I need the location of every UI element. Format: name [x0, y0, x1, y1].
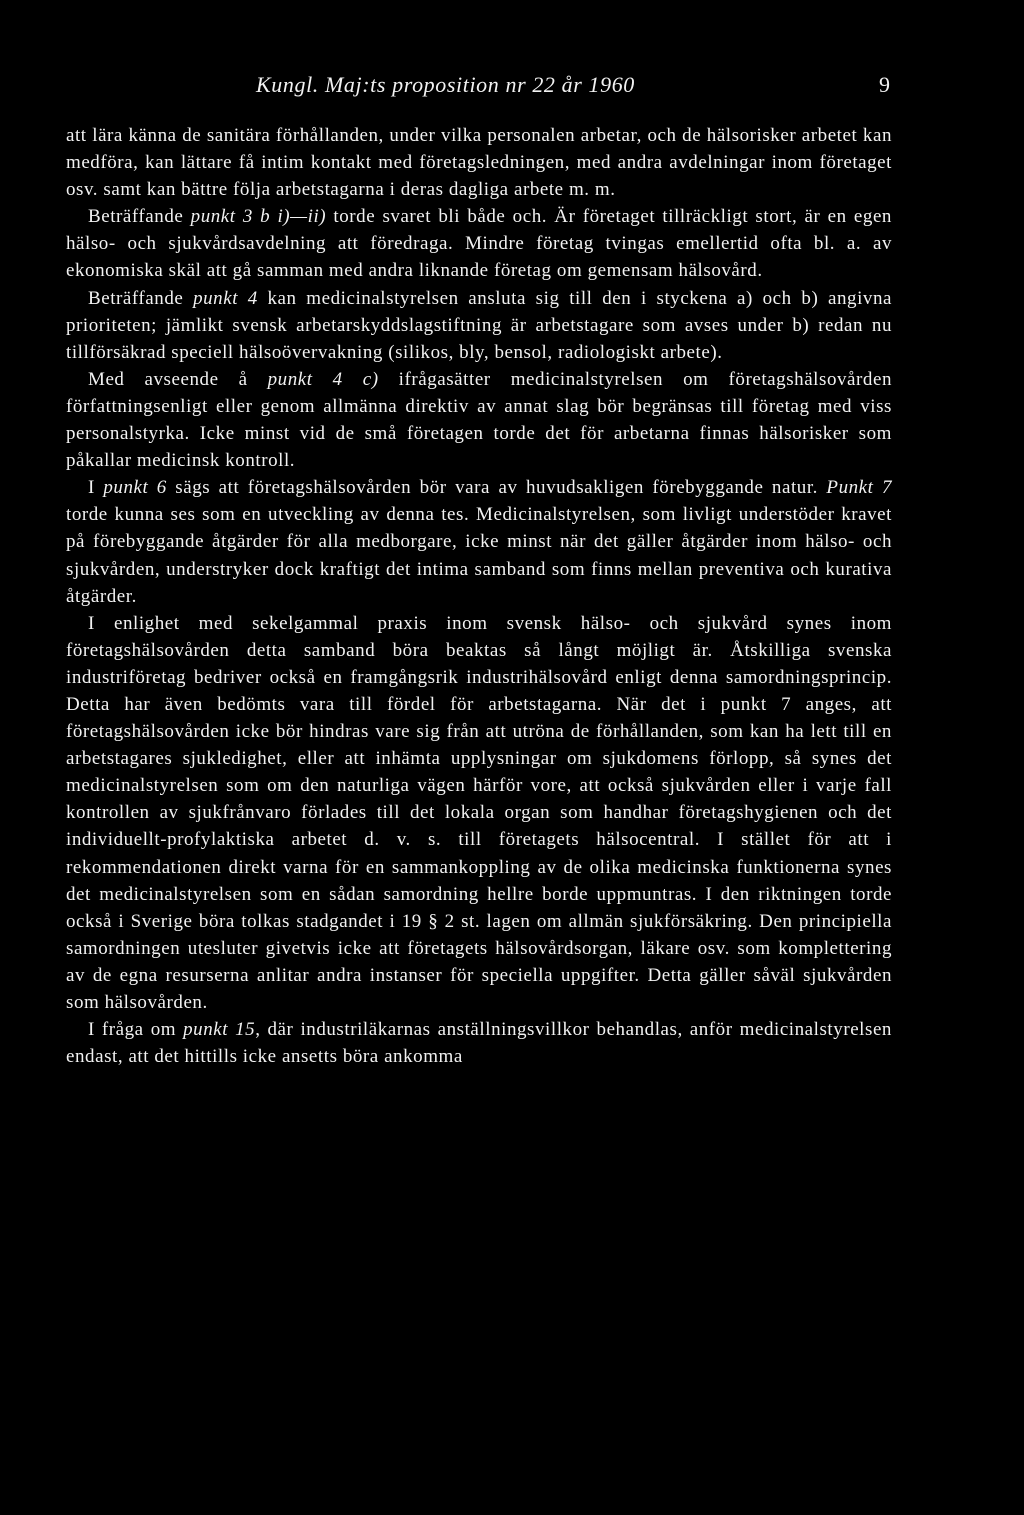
text-segment: , där industriläkarnas anställningsvillkor behandlas, anför medicinalstyrelsen endast, att det hittills icke ansetts böra ankomma — [66, 1019, 892, 1068]
paragraph — [66, 122, 892, 203]
paragraph — [66, 1016, 892, 1070]
paragraph — [66, 474, 892, 609]
text-segment: torde svaret bli både och. Är företaget tillräckligt stort, är en egen hälso- och sjukvårdsavdelning att föredraga. Mindre företag tvingas emellertid ofta bl. a. av ekonomiska skäl att gå samman med andra liknande företag om gemensam hälsovård. — [66, 206, 892, 282]
text-segment: Beträffande — [88, 206, 191, 228]
text-segment: att lära känna de sanitära förhållanden, under vilka personalen arbetar, och de hälsorisker arbetet kan medföra, kan lättare få intim kontakt med företagsledningen, med andra avdelningar inom företaget osv. samt kan bättre följa arbetstagarna i deras dagliga arbete m. m. — [66, 125, 892, 201]
text-segment-italic: punkt 15 — [183, 1019, 256, 1041]
text-segment: I fråga om — [88, 1019, 184, 1041]
paragraph — [66, 366, 892, 474]
paragraph — [66, 610, 892, 1016]
text-segment: I — [88, 477, 104, 499]
text-segment: torde kunna ses som en utveckling av denna tes. Medicinalstyrelsen, som livligt understöder kravet på förebyggande åtgärder för alla medborgare, icke minst när det gäller åtgärder inom hälso- och sjukvården, understryker dock kraftigt det intima samband som finns mellan preventiva och kurativa åtgärder. — [66, 504, 892, 607]
text-segment-italic: Punkt 7 — [826, 477, 893, 499]
text-segment: sägs att företagshälsovården bör vara av huvudsakligen förebyggande natur. — [166, 477, 827, 499]
page-number: 9 — [879, 72, 890, 97]
page-header — [66, 72, 890, 108]
running-title: Kungl. Maj:ts proposition nr 22 år 1960 — [256, 72, 635, 97]
text-segment-italic: punkt 4 c) — [267, 368, 379, 390]
paragraph — [66, 285, 892, 366]
text-segment-italic: punkt 4 — [193, 287, 258, 309]
text-segment-italic: punkt 6 — [103, 477, 167, 499]
body-text — [66, 122, 892, 1070]
text-segment: Med avseende å — [88, 368, 268, 390]
text-segment-italic: punkt 3 b i)—ii) — [190, 206, 327, 228]
text-segment: I enlighet med sekelgammal praxis inom svensk hälso- och sjukvård synes inom företagshälsovården detta samband böra beaktas så långt möjligt är. Åtskilliga svenska industriföretag bedriver också en framgångsrik industrihälsovård enligt denna samordningsprincip. Detta har även bedömts vara till fördel för arbetstagarna. När det i punkt 7 anges, att företagshälsovården icke bör hindras vare sig från att utröna de förhållanden, som kan ha lett till en arbetstagares sjukledighet, eller att inhämta upplysningar om sjukdomens förlopp, så synes det medicinalstyrelsen som om den naturliga vägen härför vore, att också sjukvården eller i varje fall kontrollen av sjukfrånvaro förlades till det lokala organ som handhar företagshygienen och det individuellt-profylaktiska arbetet d. v. s. till företagets hälsocentral. I stället för att i rekommendationen direkt varna för en sammankoppling av de olika medicinska funktionerna synes det medicinalstyrelsen som en sådan samordning hellre borde uppmuntras. I den riktningen torde också i Sverige böra tolkas stadgandet i 19 § 2 st. lagen om allmän sjukförsäkring. Den principiella samordningen utesluter givetvis icke att företagets hälsovårdsorgan, läkare osv. som komplettering av de egna resurserna anlitar andra instanser för speciella uppgifter. Detta gäller såväl sjukvården som hälsovården. — [66, 612, 892, 1013]
text-segment: Beträffande — [88, 287, 194, 309]
paragraph — [66, 203, 892, 284]
text-segment: ifrågasätter medicinalstyrelsen om företagshälsovården författningsenligt eller genom allmänna direktiv av annat slag bör begränsas till företag med viss personalstyrka. Icke minst vid de små företagen torde det för arbetarna finnas hälsorisker som påkallar medicinsk kontroll. — [66, 368, 892, 472]
text-segment: kan medicinalstyrelsen ansluta sig till den i styckena a) och b) angivna prioriteten; jämlikt svensk arbetarskyddslagstiftning är arbetstagare som avses under b) redan nu tillförsäkrad speciell hälsoövervakning (silikos, bly, bensol, radiologiskt arbete). — [66, 287, 893, 363]
